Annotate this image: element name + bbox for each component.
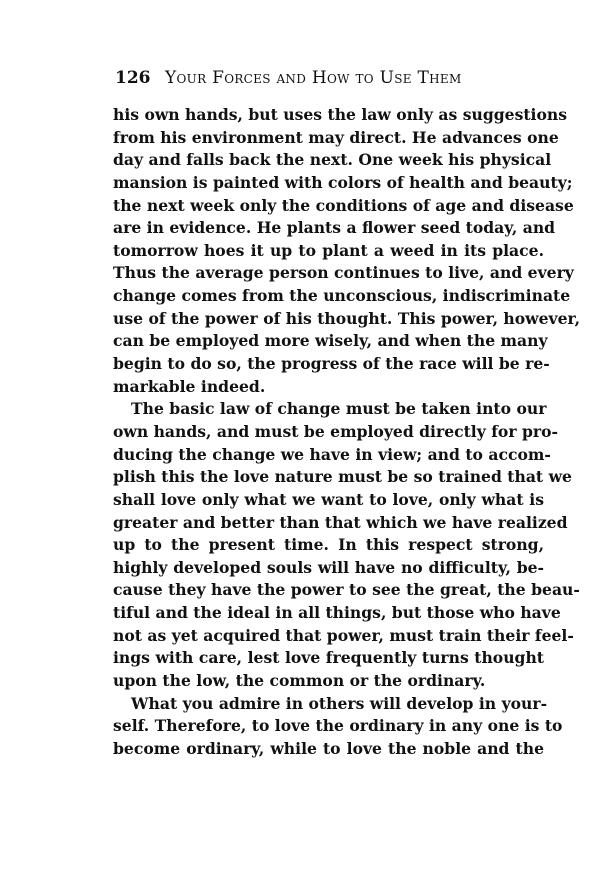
text-line: ducing the change we have in view; and to accom- [113,444,551,464]
running-header [115,68,545,92]
text-line: The basic law of change must be taken into our [131,399,547,419]
text-line: his own hands, but uses the law only as suggestions [113,105,568,124]
running-title: Your Forces and How to Use Them [165,68,462,88]
text-line: up to the present time. In this respect strong, [113,535,544,555]
text-line: What you admire in others will develop in your- [131,693,548,713]
text-line: day and falls back the next. One week his physical [113,150,552,170]
text-line: self. Therefore, to love the ordinary in any one is to [113,716,563,736]
text-line: the next week only the conditions of age and disease [113,195,574,215]
text-line: from his environment may direct. He advances one [113,127,559,147]
text-line: become ordinary, while to love the noble and the [113,738,544,758]
paragraph [113,398,580,692]
text-line: plish this the love nature must be so trained that we [113,467,572,487]
text-line: tomorrow hoes it up to plant a weed in its place. [113,240,544,260]
text-line: own hands, and must be employed directly for pro- [113,421,558,441]
text-line: Thus the average person continues to live, and every [113,263,574,283]
paragraph [113,104,581,398]
text-line: upon the low, the common or the ordinary. [113,671,486,691]
text-line: begin to do so, the progress of the race will be re- [113,354,550,374]
text-line: use of the power of his thought. This power, however, [113,308,581,328]
text-line: ings with care, lest love frequently turns thought [113,648,544,668]
text-line: not as yet acquired that power, must train their feel- [113,625,574,645]
text-line: markable indeed. [113,376,266,396]
text-line: shall love only what we want to love, only what is [113,489,544,509]
text-line: highly developed souls will have no difficulty, be- [113,557,544,577]
text-line: can be employed more wisely, and when the many [113,331,548,351]
text-line: tiful and the ideal in all things, but those who have [113,603,561,623]
text-line: are in evidence. He plants a flower seed today, and [113,218,556,238]
paragraph [113,693,563,761]
text-line: mansion is painted with colors of health and beauty; [113,172,573,192]
text-line: greater and better than that which we have realized [113,512,568,532]
page-body [113,104,581,761]
text-line: change comes from the unconscious, indiscriminate [113,286,571,306]
text-line: cause they have the power to see the great, the beau- [113,580,580,600]
page-number: 126 [115,68,151,88]
